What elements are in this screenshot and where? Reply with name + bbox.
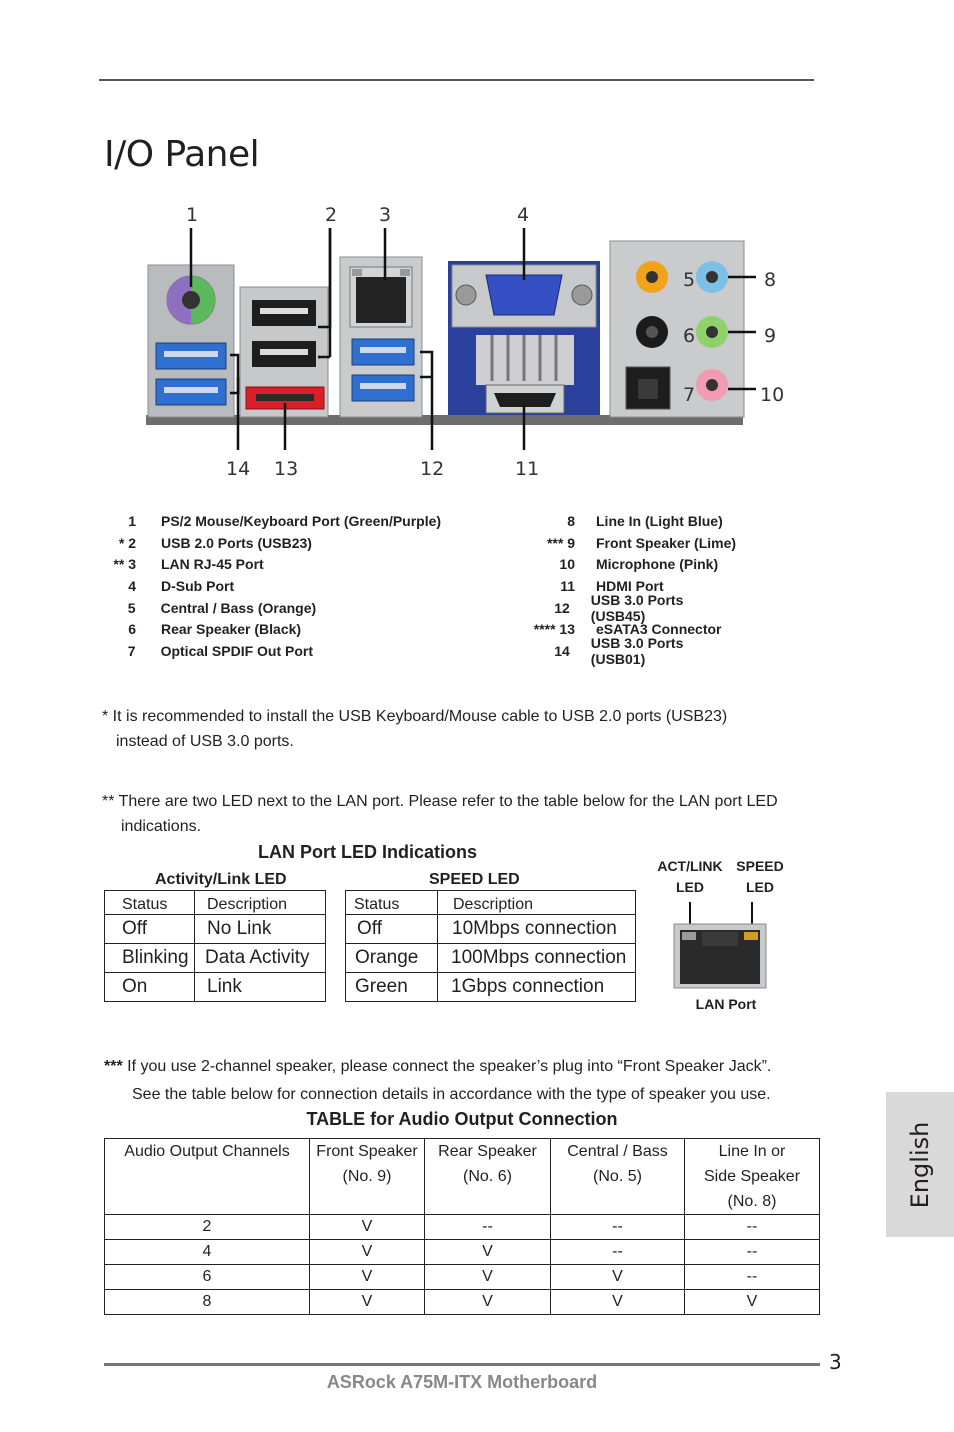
header-rule [99, 79, 814, 81]
note-lan-line1: ** There are two LED next to the LAN port. Please refer to the table below for the LAN port LED [102, 793, 778, 810]
table-cell: V [310, 1290, 425, 1315]
legend-text: Optical SPDIF Out Port [160, 642, 314, 659]
callout-12: 12 [420, 458, 445, 480]
table-cell: -- [425, 1215, 551, 1240]
act-link-label-line1: ACT/LINK [657, 858, 723, 874]
table-header: Description [438, 891, 636, 915]
header-line: (No. 5) [593, 1168, 642, 1185]
note-audio-text: If you use 2-channel speaker, please connect the speaker’s plug into “Front Speaker Jack”. [122, 1058, 772, 1075]
header-line: (No. 8) [727, 1193, 777, 1210]
table-cell: 1Gbps connection [438, 973, 636, 1002]
table-cell: Orange [346, 944, 438, 973]
table-cell: V [310, 1240, 425, 1265]
legend-row [100, 532, 740, 554]
table-cell: -- [685, 1240, 820, 1265]
callout-5: 5 [683, 269, 696, 291]
table-cell: Link [195, 973, 326, 1002]
table-header: Status [346, 891, 438, 915]
legend-num: 1 [128, 512, 136, 529]
table-header [310, 1139, 425, 1215]
legend-num: 4 [128, 577, 136, 594]
legend-text: Line In (Light Blue) [596, 512, 723, 529]
legend-num: 7 [127, 642, 136, 659]
header-line: Side Speaker [703, 1168, 801, 1185]
footer-rule [104, 1363, 820, 1366]
table-row [346, 973, 636, 1002]
legend-text: USB 2.0 Ports (USB23) [161, 534, 312, 551]
table-cell: 6 [105, 1265, 310, 1290]
table-cell: 100Mbps connection [438, 944, 636, 973]
note-usb-line2: instead of USB 3.0 ports. [116, 733, 294, 750]
table-cell: Off [105, 915, 195, 944]
lan-port-figure [668, 898, 772, 994]
lan-usb3-block [340, 257, 422, 417]
legend-num: 6 [128, 621, 136, 638]
table-cell: V [310, 1215, 425, 1240]
callout-8: 8 [764, 269, 777, 291]
legend-text: Front Speaker (Lime) [596, 534, 737, 551]
legend-text: HDMI Port [596, 577, 664, 594]
table-cell: V [310, 1265, 425, 1290]
footer-product-name: ASRock A75M-ITX Motherboard [326, 1372, 598, 1392]
table-cell: -- [551, 1215, 685, 1240]
callout-11: 11 [515, 458, 540, 480]
activity-led-title: Activity/Link LED [155, 871, 287, 888]
table-header: Status [105, 891, 195, 915]
table-row [346, 915, 636, 944]
table-row [346, 944, 636, 973]
table-cell: 10Mbps connection [438, 915, 636, 944]
table-cell: 4 [105, 1240, 310, 1265]
legend-text: Central / Bass (Orange) [160, 599, 317, 616]
vga-hdmi-block [448, 261, 600, 415]
table-cell: V [425, 1240, 551, 1265]
audio-output-table [104, 1138, 820, 1315]
table-row [105, 1290, 820, 1315]
callout-6: 6 [683, 325, 696, 347]
speed-led-label [728, 858, 792, 895]
lan-port-caption: LAN Port [695, 996, 757, 1012]
header-line: Front Speaker [316, 1143, 418, 1160]
callout-9: 9 [764, 325, 777, 347]
act-link-label-line2: LED [676, 879, 704, 895]
audio-jack-block [610, 241, 744, 417]
note-audio-line1 [104, 1054, 771, 1079]
page-title: I/O Panel [104, 134, 260, 175]
table-header [685, 1139, 820, 1215]
note-audio-line2: See the table below for connection details in accordance with the type of speaker you use. [132, 1086, 771, 1103]
legend-num: 10 [559, 556, 575, 573]
table-cell: Green [346, 973, 438, 1002]
legend-text: D-Sub Port [161, 577, 235, 594]
callout-4: 4 [517, 204, 530, 226]
speed-led-table [345, 890, 636, 1002]
table-cell: Blinking [105, 944, 195, 973]
table-header [105, 1139, 310, 1215]
callout-1: 1 [186, 204, 199, 226]
table-row [105, 1265, 820, 1290]
callout-7: 7 [683, 384, 696, 406]
note-usb-line1: * It is recommended to install the USB Keyboard/Mouse cable to USB 2.0 ports (USB23) [102, 708, 728, 725]
speed-label-line1: SPEED [736, 858, 784, 874]
legend-text: Microphone (Pink) [596, 556, 719, 573]
header-line: Audio Output Channels [124, 1143, 290, 1160]
usb2-esata-block [240, 287, 328, 417]
note-audio-marker: *** [104, 1058, 123, 1075]
port-legend [100, 510, 740, 667]
legend-text: PS/2 Mouse/Keyboard Port (Green/Purple) [161, 512, 442, 529]
act-link-led-label [652, 858, 728, 895]
table-header [551, 1139, 685, 1215]
legend-num: 14 [554, 642, 570, 659]
table-row [105, 973, 326, 1002]
legend-num: **** 13 [533, 621, 575, 638]
header-line: (No. 9) [342, 1168, 392, 1185]
note-usb [102, 704, 727, 754]
table-cell: V [685, 1290, 820, 1315]
table-cell: Data Activity [195, 944, 326, 973]
legend-text: USB 3.0 Ports (USB45) [590, 591, 684, 624]
callout-13: 13 [274, 458, 299, 480]
callout-3: 3 [379, 204, 392, 226]
header-line: (No. 6) [463, 1168, 512, 1185]
table-cell: V [551, 1265, 685, 1290]
speed-led-title: SPEED LED [429, 871, 520, 888]
language-side-tab [886, 1092, 954, 1237]
table-header: Description [195, 891, 326, 915]
table-cell: 2 [105, 1215, 310, 1240]
table-cell: No Link [195, 915, 326, 944]
table-row [105, 915, 326, 944]
table-header-row [105, 1139, 820, 1215]
activity-led-table [104, 890, 326, 1002]
table-cell: -- [685, 1265, 820, 1290]
table-row [105, 1240, 820, 1265]
table-cell: On [105, 973, 195, 1002]
legend-text: LAN RJ-45 Port [161, 556, 264, 573]
legend-num: 11 [560, 577, 575, 594]
legend-row [100, 553, 740, 575]
legend-num: ** 3 [113, 556, 136, 573]
legend-text: eSATA3 Connector [596, 621, 722, 638]
io-panel-diagram [140, 195, 800, 485]
callout-2: 2 [325, 204, 338, 226]
table-cell: 8 [105, 1290, 310, 1315]
legend-text: Rear Speaker (Black) [161, 621, 302, 638]
note-audio [104, 1054, 771, 1107]
legend-num: * 2 [118, 534, 136, 551]
table-header [425, 1139, 551, 1215]
table-cell: Off [346, 915, 438, 944]
legend-num: 5 [127, 599, 136, 616]
audio-table-title: TABLE for Audio Output Connection [306, 1109, 618, 1129]
header-line: Central / Bass [567, 1143, 668, 1160]
speed-label-line2: LED [746, 879, 774, 895]
callout-14: 14 [226, 458, 251, 480]
table-cell: -- [685, 1215, 820, 1240]
table-row [105, 1215, 820, 1240]
legend-num: 8 [567, 512, 575, 529]
table-cell: V [425, 1265, 551, 1290]
page-number: 3 [829, 1350, 842, 1374]
header-line: Rear Speaker [438, 1143, 537, 1160]
header-line: Line In or [718, 1143, 786, 1160]
lan-led-heading: LAN Port LED Indications [258, 842, 478, 862]
legend-text: USB 3.0 Ports (USB01) [590, 634, 684, 667]
legend-row [100, 591, 740, 624]
table-row [105, 944, 326, 973]
legend-num: *** 9 [546, 534, 575, 551]
legend-row [100, 510, 740, 532]
callout-10: 10 [760, 384, 785, 406]
note-lan-line2: indications. [121, 818, 202, 835]
note-lan [102, 789, 778, 839]
table-cell: V [551, 1290, 685, 1315]
table-cell: V [425, 1290, 551, 1315]
legend-num: 12 [554, 599, 570, 616]
legend-row [100, 634, 740, 667]
language-tab-label: English [906, 1121, 934, 1208]
table-cell: -- [551, 1240, 685, 1265]
